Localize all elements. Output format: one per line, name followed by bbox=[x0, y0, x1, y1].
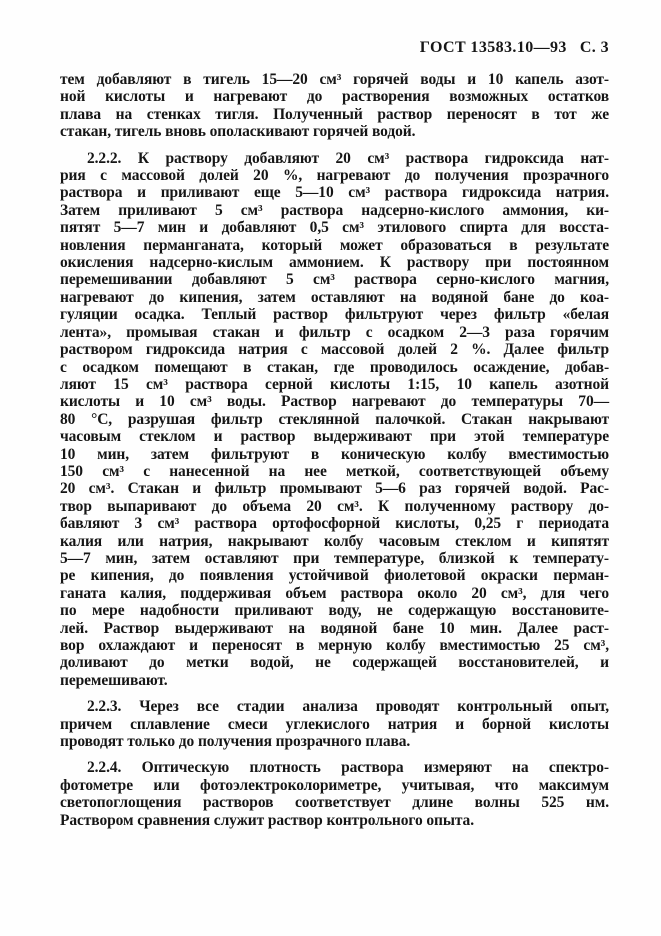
text-line: 10 мин, затем фильтруют в коническую колбу вместимостью bbox=[60, 445, 609, 463]
text-line: окисления надсерно-кислым аммонием. К раствору при постоянном bbox=[60, 254, 609, 272]
text-line: ляют 15 см³ раствора серной кислоты 1:15, 10 капель азотной bbox=[60, 375, 609, 393]
text-line: гуляции осадка. Теплый раствор фильтруют через фильтр «белая bbox=[60, 306, 609, 324]
text-line: ной кислоты и нагревают до растворения возможных остатков bbox=[60, 88, 609, 106]
text-line: ганата калия, поддерживая объем раствора около 20 см³, для чего bbox=[60, 584, 609, 602]
text-line: раствора и приливают еще 5—10 см³ раствора гидроксида натрия. bbox=[60, 184, 609, 202]
text-line: Раствором сравнения служит раствор контрольного опыта. bbox=[60, 811, 474, 829]
text-line: 150 см³ с нанесенной на нее меткой, соответствующей объему bbox=[60, 462, 609, 480]
text-line: перемешивают. bbox=[60, 671, 168, 689]
paragraph-2-2-3 bbox=[60, 698, 609, 750]
text-line: ре кипения, до появления устойчивой фиолетовой окраски перман- bbox=[60, 567, 609, 585]
text-line: раствором гидроксида натрия с массовой долей 2 %. Далее фильтр bbox=[60, 341, 609, 359]
paragraph-2-2-2 bbox=[60, 150, 609, 690]
text-line: с осадком помещают в стакан, где проводилось осаждение, добав- bbox=[60, 358, 609, 376]
paragraph-2-2-4 bbox=[60, 759, 609, 829]
text-line: пятят 5—7 мин и добавляют 0,5 см³ этилового спирта для восста- bbox=[60, 219, 609, 237]
text-line: по мере надобности приливают воду, не содержащую восстановите- bbox=[60, 602, 609, 620]
text-line: 5—7 мин, затем оставляют при температуре, близкой к температу- bbox=[60, 549, 609, 567]
text-line: тем добавляют в тигель 15—20 см³ горячей воды и 10 капель азот- bbox=[60, 71, 609, 88]
text-line: причем сплавление смеси углекислого натрия и борной кислоты bbox=[60, 715, 609, 733]
text-line: рия с массовой долей 20 %, нагревают до получения прозрачного bbox=[60, 167, 609, 185]
text-line: твор выпаривают до объема 20 см³. К полученному раствору до- bbox=[60, 497, 609, 515]
text-line: часовым стеклом и раствор выдерживают при этой температуре bbox=[60, 428, 609, 446]
text-line: проводят только до получения прозрачного плава. bbox=[60, 733, 411, 751]
text-line: вор охлаждают и переносят в мерную колбу вместимостью 25 см³, bbox=[60, 637, 609, 654]
text-line: доливают до метки водой, не содержащей восстановителей, и bbox=[60, 654, 609, 672]
document-body bbox=[60, 71, 609, 829]
text-line: новления перманганата, который может образоваться в результате bbox=[60, 236, 609, 254]
text-line: 2.2.4. Оптическую плотность раствора измеряют на спектро- bbox=[87, 759, 609, 777]
standard-designation: ГОСТ 13583.10—93 bbox=[419, 39, 567, 56]
paragraph-continuation bbox=[60, 71, 609, 141]
text-line: 2.2.3. Через все стадии анализа проводят контрольный опыт, bbox=[87, 698, 609, 716]
text-line: нагревают до кипения, затем оставляют на водяной бане до коа- bbox=[60, 288, 609, 306]
text-line: фотометре или фотоэлектроколориметре, учитывая, что максимум bbox=[60, 776, 609, 794]
text-line: бавляют 3 см³ раствора ортофосфорной кислоты, 0,25 г периодата bbox=[60, 515, 609, 533]
text-line: Затем приливают 5 см³ раствора надсерно-кислого аммония, ки- bbox=[60, 201, 609, 219]
text-line: калия или натрия, накрывают колбу часовым стеклом и кипятят bbox=[60, 532, 609, 550]
text-line: 2.2.2. К раствору добавляют 20 см³ раствора гидроксида нат- bbox=[87, 149, 609, 167]
page-number: С. 3 bbox=[579, 39, 609, 56]
text-line: кислоты и 10 см³ воды. Раствор нагревают до температуры 70— bbox=[60, 393, 609, 411]
text-line: лей. Раствор выдерживают на водяной бане 10 мин. Далее раст- bbox=[60, 619, 609, 637]
text-line: 80 °С, разрушая фильтр стеклянной палочкой. Стакан накрывают bbox=[60, 410, 609, 428]
text-line: перемешивании добавляют 5 см³ раствора серно-кислого магния, bbox=[60, 271, 609, 289]
text-line: светопоглощения растворов соответствует длине волны 525 нм. bbox=[60, 794, 609, 812]
text-line: 20 см³. Стакан и фильтр промывают 5—6 раз горячей водой. Рас- bbox=[60, 480, 609, 498]
text-line: лента», промывая стакан и фильтр с осадком 2—3 раза горячим bbox=[60, 323, 609, 341]
text-line: стакан, тигель вновь ополаскивают горячей водой. bbox=[60, 123, 416, 141]
text-line: плава на стенках тигля. Полученный раствор переносят в тот же bbox=[60, 105, 609, 123]
page-header bbox=[60, 39, 609, 57]
